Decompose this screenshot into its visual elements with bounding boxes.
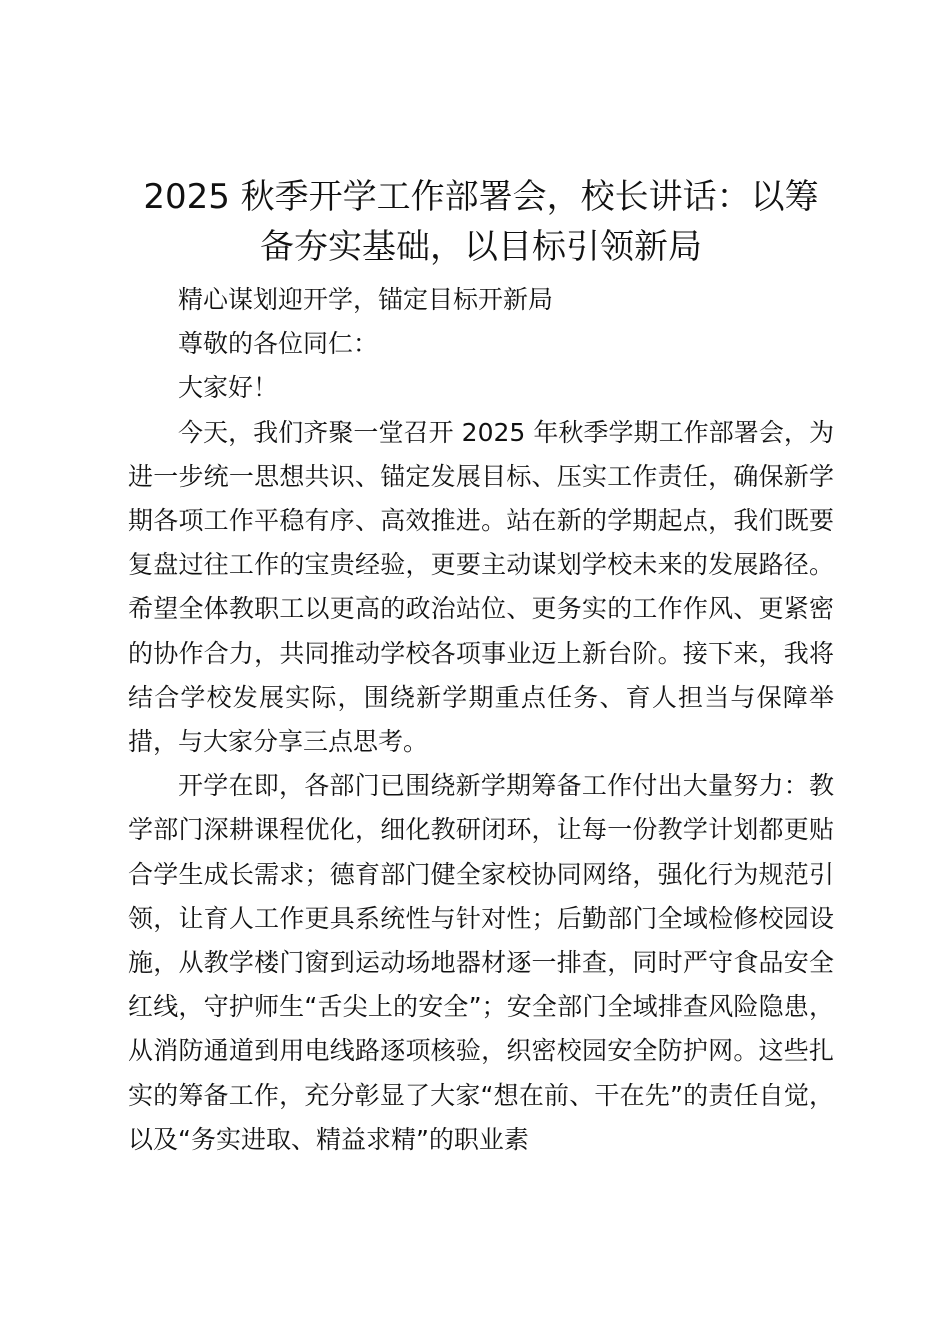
document-content <box>128 172 834 1162</box>
body-paragraph: 开学在即，各部门已围绕新学期筹备工作付出大量努力：教学部门深耕课程优化，细化教研闭环，让每一份教学计划都更贴合学生成长需求；德育部门健全家校协同网络，强化行为规范引领，让育人工作更具系统性与针对性；后勤部门全域检修校园设施，从教学楼门窗到运动场地器材逐一排查，同时严守食品安全红线，守护师生“舌尖上的安全”；安全部门全域排查风险隐患，从消防通道到用电线路逐项核验，织密校园安全防护网。这些扎实的筹备工作，充分彰显了大家“想在前、干在先”的责任自觉，以及“务实进取、精益求精”的职业素 <box>128 771 834 1154</box>
greeting-paragraph: 大家好！ <box>178 373 279 403</box>
salutation-paragraph: 尊敬的各位同仁： <box>178 329 379 359</box>
document-title: 2025 秋季开学工作部署会，校长讲话：以筹备夯实基础，以目标引领新局 <box>143 177 819 267</box>
body-paragraph: 今天，我们齐聚一堂召开 2025 年秋季学期工作部署会，为进一步统一思想共识、锚定发展目标、压实工作责任，确保新学期各项工作平稳有序、高效推进。站在新的学期起点，我们既要复盘过往工作的宝贵经验，更要主动谋划学校未来的发展路径。希望全体教职工以更高的政治站位、更务实的工作作风、更紧密的协作合力，共同推动学校各项事业迈上新台阶。接下来，我将结合学校发展实际，围绕新学期重点任务、育人担当与保障举措，与大家分享三点思考。 <box>128 417 834 757</box>
document-body <box>128 278 834 1162</box>
subtitle-paragraph: 精心谋划迎开学，锚定目标开新局 <box>178 285 554 314</box>
